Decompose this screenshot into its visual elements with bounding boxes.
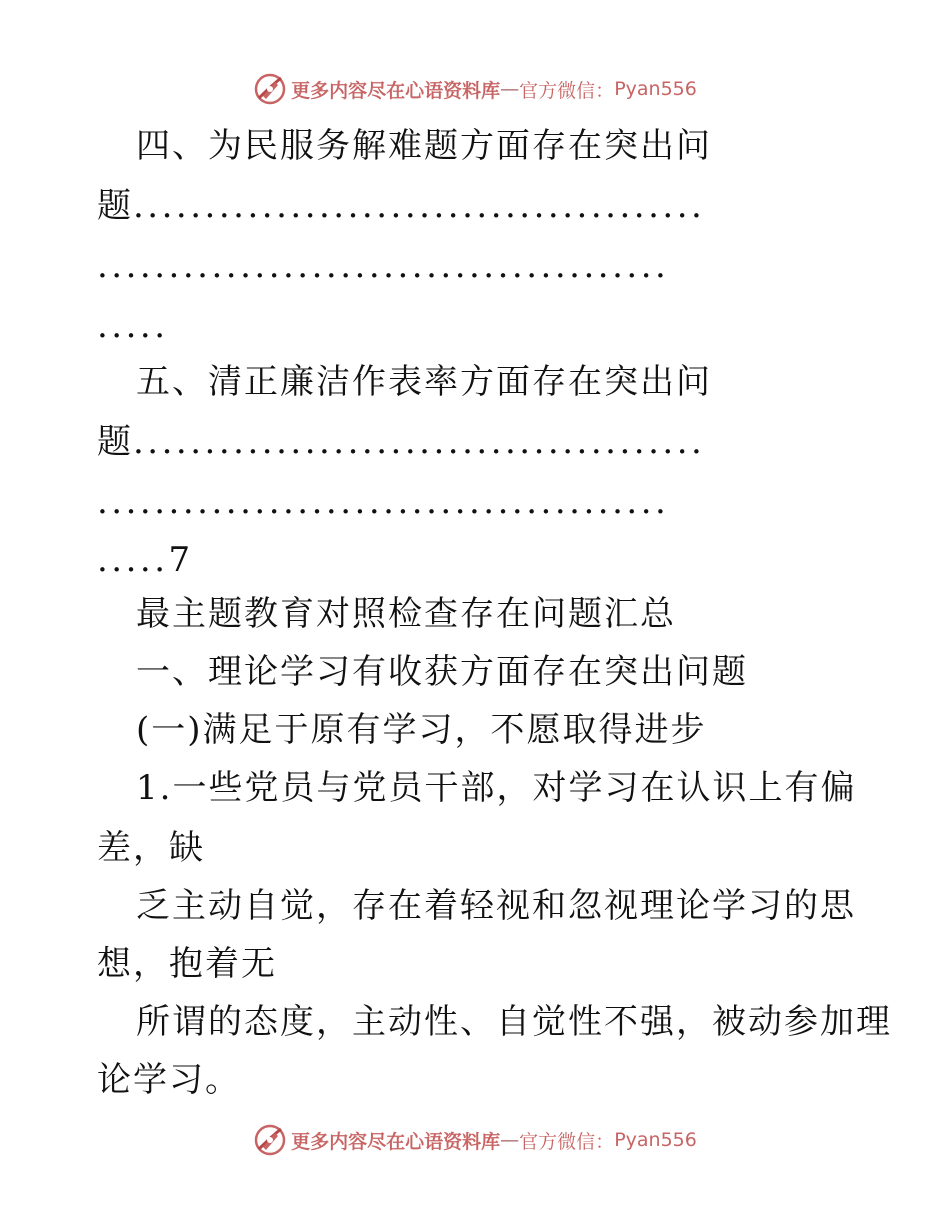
toc-entry-leader-line bbox=[97, 186, 705, 226]
toc-entry-lead: 题 bbox=[97, 186, 133, 226]
header-watermark bbox=[0, 72, 950, 106]
footer-watermark bbox=[0, 1123, 950, 1157]
pen-logo-icon bbox=[253, 1123, 287, 1157]
watermark-contact-label: 官方微信： bbox=[519, 79, 615, 102]
toc-dot-leader: ..... bbox=[97, 540, 169, 580]
toc-page-number: 7 bbox=[168, 540, 193, 580]
toc-entry-leader-line bbox=[97, 422, 705, 462]
paragraph-line: 乏主动自觉，存在着轻视和忽视理论学习的思 bbox=[136, 886, 856, 926]
watermark-separator: — bbox=[500, 78, 520, 100]
watermark-main-text: 更多内容尽在心语资料库 bbox=[291, 79, 501, 102]
subsection-heading: (一)满足于原有学习，不愿取得进步 bbox=[136, 710, 707, 750]
toc-entry-title: 五、清正廉洁作表率方面存在突出问 bbox=[136, 362, 712, 402]
paragraph-line: 差，缺 bbox=[97, 828, 205, 868]
document-heading: 最主题教育对照检查存在问题汇总 bbox=[136, 594, 676, 634]
toc-entry-leader-line bbox=[97, 306, 169, 346]
paragraph-line: 想，抱着无 bbox=[97, 944, 277, 984]
toc-dot-leader: ........................................ bbox=[133, 186, 706, 226]
toc-dot-leader: ..... bbox=[97, 306, 169, 346]
paragraph-line: 所谓的态度，主动性、自觉性不强，被动参加理 bbox=[136, 1002, 892, 1042]
toc-dot-leader: ........................................ bbox=[97, 482, 670, 522]
toc-entry-title: 四、为民服务解难题方面存在突出问 bbox=[136, 126, 712, 166]
pen-logo-icon bbox=[253, 72, 287, 106]
paragraph-line: 1.一些党员与党员干部，对学习在认识上有偏 bbox=[136, 768, 857, 808]
toc-entry-leader-line bbox=[97, 540, 192, 580]
section-heading: 一、理论学习有收获方面存在突出问题 bbox=[136, 652, 748, 692]
watermark-separator: — bbox=[500, 1129, 520, 1151]
watermark-contact-label: 官方微信： bbox=[519, 1130, 615, 1153]
watermark-wechat-id: Pyan556 bbox=[614, 78, 697, 100]
toc-dot-leader: ........................................ bbox=[133, 422, 706, 462]
paragraph-line: 论学习。 bbox=[97, 1060, 241, 1100]
watermark-wechat-id: Pyan556 bbox=[614, 1129, 697, 1151]
toc-dot-leader: ........................................ bbox=[97, 246, 670, 286]
watermark-main-text: 更多内容尽在心语资料库 bbox=[291, 1130, 501, 1153]
toc-entry-lead: 题 bbox=[97, 422, 133, 462]
